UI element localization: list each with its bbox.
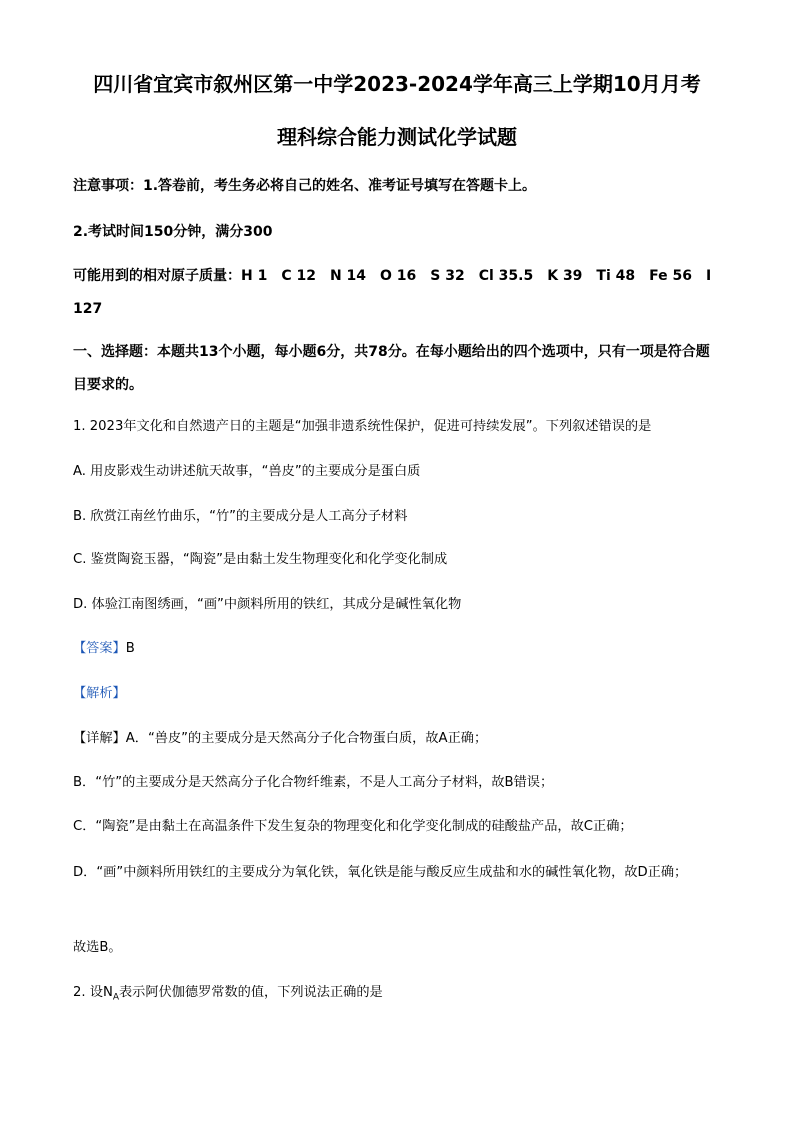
detail-line-c: C．“陶瓷”是由黏土在高温条件下发生复杂的物理变化和化学变化制成的硅酸盐产品，故C正确； (73, 819, 633, 834)
section-heading: 一、选择题：本题共13个小题，每小题6分，共78分。在每小题给出的四个选项中，只有一项是符合题目要求的。 (73, 344, 710, 393)
question-1-option-d: D. 体验江南图绣画，“画”中颜料所用的铁红，其成分是碱性氧化物 (73, 597, 462, 612)
analysis-line (73, 684, 723, 704)
detail-a-text: A．“兽皮”的主要成分是天然高分子化合物蛋白质，故A正确； (125, 731, 488, 746)
question-2-suffix: 表示阿伏伽德罗常数的值，下列说法正确的是 (119, 985, 383, 1000)
question-1-option-b: B. 欣赏江南丝竹曲乐，“竹”的主要成分是人工高分子材料 (73, 509, 408, 524)
conclusion-line: 故选B。 (73, 940, 122, 955)
question-1-option-a: A. 用皮影戏生动讲述航天故事，“兽皮”的主要成分是蛋白质 (73, 464, 421, 479)
question-2-stem (73, 983, 723, 1008)
detail-line-d: D．“画”中颜料所用铁红的主要成分为氧化铁，氧化铁是能与酸反应生成盐和水的碱性氧化物，故D正确； (73, 865, 688, 880)
analysis-tag: 【解析】 (73, 686, 126, 701)
title-line-2: 理科综合能力测试化学试题 (277, 125, 517, 149)
notes-line-1: 注意事项：1.答卷前，考生务必将自己的姓名、准考证号填写在答题卡上。 (73, 178, 537, 194)
detail-line-a (73, 729, 723, 749)
question-1-option-c: C. 鉴赏陶瓷玉器，“陶瓷”是由黏土发生物理变化和化学变化制成 (73, 552, 448, 567)
detail-tag: 【详解】 (73, 731, 126, 746)
title-line-1: 四川省宜宾市叙州区第一中学2023-2024学年高三上学期10月月考 (93, 72, 701, 96)
notes-line-2: 2.考试时间150分钟，满分300 (73, 224, 273, 240)
question-2-prefix: 2. 设N (73, 985, 113, 1000)
answer-line (73, 639, 723, 659)
answer-value: B (125, 641, 135, 656)
question-1-stem: 1. 2023年文化和自然遗产日的主题是“加强非遗系统性保护，促进可持续发展”。下列叙述错误的是 (73, 419, 652, 434)
atomic-masses: 可能用到的相对原子质量：H 1 C 12 N 14 O 16 S 32 Cl 35.5 K 39 Ti 48 Fe 56 I 127 (73, 268, 712, 317)
answer-tag: 【答案】 (73, 641, 126, 656)
detail-line-b: B．“竹”的主要成分是天然高分子化合物纤维素，不是人工高分子材料，故B错误； (73, 775, 554, 790)
question-2-subscript: A (112, 992, 119, 1003)
